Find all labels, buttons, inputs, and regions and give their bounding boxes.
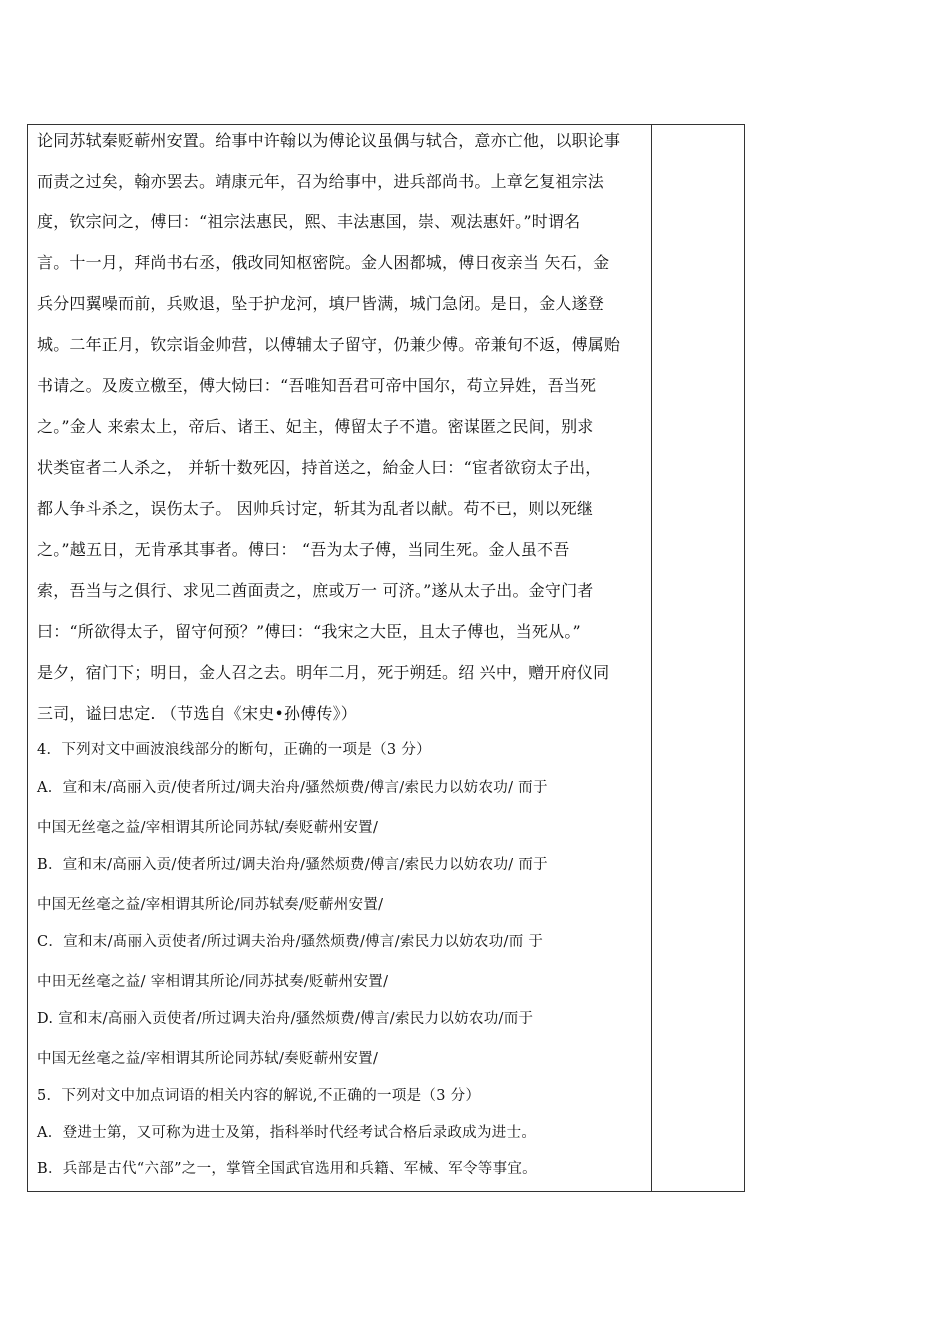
question-5-option-b: B．兵部是古代“六部”之一，掌管全国武官选用和兵籍、军械、军令等事宜。 [37, 1161, 537, 1177]
passage-line: 言。十一月，拜尚书右丞，俄改同知枢密院。金人困都城，傅日夜亲当 矢石，金 [37, 253, 610, 272]
question-4-option-a: A．宣和末/高丽入贡/使者所过/调夫治舟/骚然烦费/傅言/索民力以妨农功/ 而于 [37, 780, 548, 796]
passage-line: 城。二年正月，钦宗诣金帅营，以傅辅太子留守，仍兼少傅。帝兼旬不返，傅属贻 [37, 335, 621, 354]
passage-line: 度，钦宗问之，傅曰：“祖宗法惠民，熙、丰法惠国，崇、观法惠奸。”时谓名 [37, 212, 581, 231]
passage-line: 书请之。及废立檄至，傅大恸曰：“吾唯知吾君可帝中国尔，苟立异姓，吾当死 [37, 376, 597, 395]
document-table [27, 124, 745, 1192]
question-4-option-d: D. 宣和末/高丽入贡使者/所过调夫治舟/骚然烦费/傅言/索民力以妨农功/而于 [37, 1011, 534, 1027]
passage-line: 索，吾当与之俱行、求见二酋面责之，庶或万一 可济。”遂从太子出。金守门者 [37, 581, 594, 600]
question-5-option-a: A．登进士第，又可称为进士及第，指科举时代经考试合格后录政成为进士。 [37, 1125, 537, 1141]
question-4-option-c-cont: 中田无丝毫之益/ 宰相谓其所论/同苏拭奏/贬蕲州安置/ [37, 974, 389, 990]
question-5-stem: 5．下列对文中加点词语的相关内容的解说,不正确的一项是（3 分） [37, 1088, 481, 1104]
right-column-divider [651, 125, 652, 1191]
passage-line: 都人争斗杀之，误伤太子。 因帅兵讨定，斩其为乱者以献。苟不已，则以死继 [37, 499, 594, 518]
passage-line: 是夕，宿门下；明日，金人召之去。明年二月，死于朔廷。绍 兴中，赠开府仪同 [37, 663, 610, 682]
question-4-option-c: C．宣和末/髙丽入贡使者/所过调夫治舟/骚然烦费/傅言/索民力以妨农功/而 于 [37, 934, 544, 950]
question-4-option-b-cont: 中国无丝毫之益/宰相谓其所论/同苏轼奏/贬蕲州安置/ [37, 897, 384, 913]
passage-line: 之。”金人 来索太上，帝后、诸王、妃主，傅留太子不遣。密谋匿之民间，别求 [37, 417, 594, 436]
question-4-option-a-cont: 中国无丝毫之益/宰相谓其所论同苏轼/奏贬蕲州安置/ [37, 820, 379, 836]
passage-line: 三司，谥曰忠定. （节选自《宋史•孙傅传》） [37, 704, 358, 723]
passage-line: 兵分四翼噪而前，兵败退，坠于护龙河，填尸皆满，城门急闭。是日，金人遂登 [37, 294, 605, 313]
question-4-option-d-cont: 中国无丝毫之益/宰相谓其所论同苏轼/奏贬蕲州安置/ [37, 1051, 379, 1067]
passage-line: 曰：“所欲得太子，留守何预？”傅曰：“我宋之大臣，且太子傅也，当死从。” [37, 622, 581, 641]
passage-line: 论同苏轼秦贬蕲州安置。给事中许翰以为傅论议虽偶与轼合，意亦亡他，以职论事 [37, 131, 621, 150]
question-4-option-b: B．宣和末/高丽入贡/使者所过/调夫治舟/骚然烦费/傅言/索民力以妨农功/ 而于 [37, 857, 548, 873]
passage-line: 状类宦者二人杀之， 并斩十数死囚，持首送之，紿金人曰：“宦者欲窃太子出， [37, 458, 602, 477]
passage-line: 而责之过矣，翰亦罢去。靖康元年，召为给事中，进兵部尚书。上章乞复祖宗法 [37, 172, 605, 191]
question-4-stem: 4．下列对文中画波浪线部分的断句，正确的一项是（3 分） [37, 742, 431, 758]
passage-line: 之。”越五日，无肯承其事者。傅曰： “吾为太子傅，当同生死。金人虽不吾 [37, 540, 570, 559]
